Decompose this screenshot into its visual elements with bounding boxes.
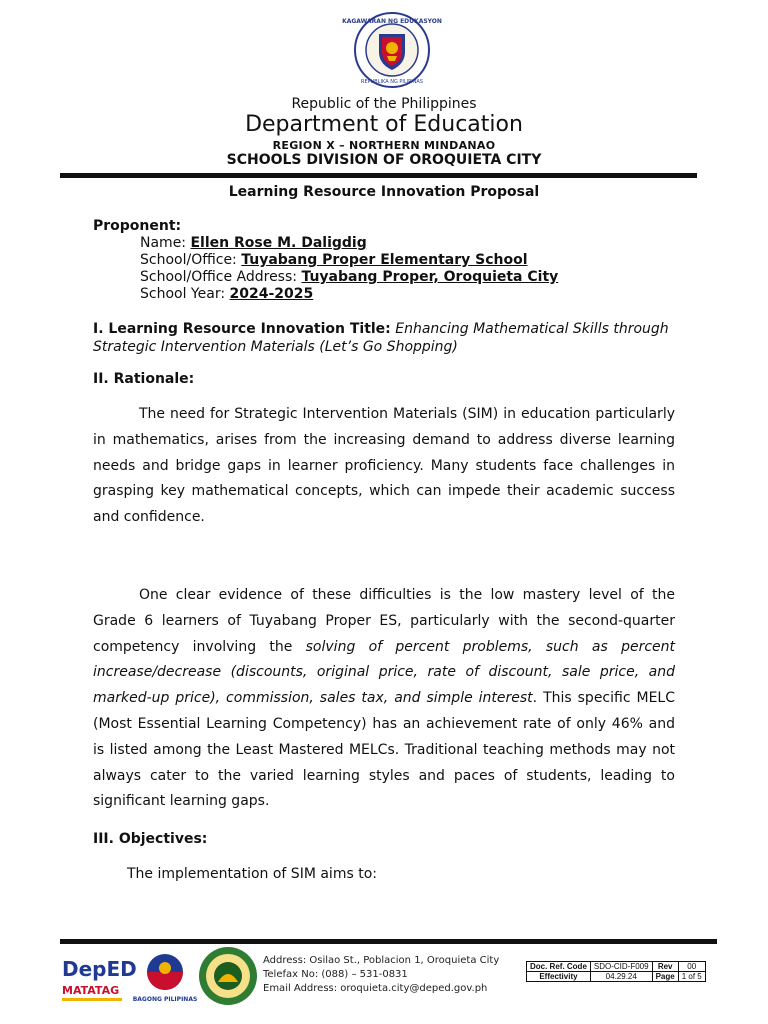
division-text: SCHOOLS DIVISION OF OROQUIETA CITY: [226, 152, 542, 168]
deped-logo-text: DepED: [62, 957, 137, 981]
rev-value: 00: [678, 962, 705, 972]
name-value: Ellen Rose M. Daligdig: [190, 235, 367, 251]
section-1-text: Enhancing Mathematical Skills through Strategic Intervention Materials (Let’s Go Shopping): [93, 321, 669, 355]
para2-start: One clear evidence of these difficulties is the low mastery level of the Grade 6 learners of Tuyabang Proper ES, particularly with the second-quarter competency involving the: [93, 587, 675, 655]
document-title: Learning Resource Innovation Proposal: [228, 184, 540, 200]
rationale-paragraph-2: [93, 583, 675, 815]
footer-email: Email Address: oroquieta.city@deped.gov.ph: [263, 983, 488, 994]
rev-label: Rev: [652, 962, 678, 972]
document-reference-table: [526, 961, 706, 982]
proponent-name-row: [140, 235, 367, 251]
proponent-year-row: [140, 286, 313, 302]
effectivity-value: 04.29.24: [590, 972, 652, 982]
section-1-title: [93, 320, 675, 356]
school-value: Tuyabang Proper Elementary School: [241, 252, 528, 268]
footer-divider: [60, 939, 717, 944]
matatag-logo-text: MATATAG: [62, 984, 120, 997]
address-value: Tuyabang Proper, Oroquieta City: [301, 269, 559, 285]
deped-seal-icon: [342, 12, 442, 88]
svg-text:KAGAWARAN NG EDUKASYON: KAGAWARAN NG EDUKASYON: [342, 18, 442, 25]
proponent-school-row: [140, 252, 528, 268]
svg-text:REPUBLIKA NG PILIPINAS: REPUBLIKA NG PILIPINAS: [361, 79, 423, 85]
para2-italic: solving of percent problems, such as percent increase/decrease (discounts, original price, rate of discount, sale price, and marked-up price), commission, sales tax, and simple interest: [93, 638, 675, 707]
school-label: School/Office:: [140, 252, 242, 268]
para2-end: . This specific MELC (Most Essential Learning Competency) has an achievement rate of only 46% and is listed among the Least Mastered MELCs. Traditional teaching methods may not always cater to the varied learning styles and paces of students, leading to significant learning gaps.: [93, 690, 675, 810]
region-text: REGION X – NORTHERN MINDANAO: [272, 139, 496, 152]
address-label: School/Office Address:: [140, 269, 302, 285]
header-divider: [60, 173, 697, 178]
page-label: Page: [652, 972, 678, 982]
footer-address: Address: Osilao St., Poblacion 1, Oroquieta City: [263, 955, 500, 966]
year-value: 2024-2025: [229, 286, 314, 302]
name-label: Name:: [140, 235, 191, 251]
proponent-address-row: [140, 269, 558, 285]
bagong-pilipinas-logo-icon: [134, 950, 196, 1004]
proponent-heading: Proponent:: [93, 218, 182, 234]
rationale-paragraph-1: The need for Strategic Intervention Materials (SIM) in education particularly in mathematics, arises from the increasing demand to address diverse learning needs and bridge gaps in learner proficiency. Many students face challenges in grasping key mathematical concepts, which can impede their academic success and confidence.: [93, 406, 675, 526]
sdo-oroquieta-seal-icon: [198, 946, 258, 1006]
effectivity-label: Effectivity: [527, 972, 591, 982]
section-1-label: I. Learning Resource Innovation Title:: [93, 321, 391, 337]
footer-telefax: Telefax No: (088) – 531-0831: [263, 969, 408, 980]
doc-ref-label: Doc. Ref. Code: [527, 962, 591, 972]
deped-matatag-logo-icon: [60, 954, 137, 1006]
objectives-intro: The implementation of SIM aims to:: [127, 866, 377, 882]
department-title: Department of Education: [245, 112, 523, 137]
section-3-heading: III. Objectives:: [93, 831, 208, 847]
republic-text: Republic of the Philippines: [291, 96, 477, 112]
year-label: School Year:: [140, 286, 230, 302]
doc-ref-value: SDO-CID-F009: [590, 962, 652, 972]
bagong-pilipinas-text: BAGONG PILIPINAS: [132, 996, 198, 1003]
page-value: 1 of 5: [678, 972, 705, 982]
section-2-heading: II. Rationale:: [93, 371, 195, 387]
